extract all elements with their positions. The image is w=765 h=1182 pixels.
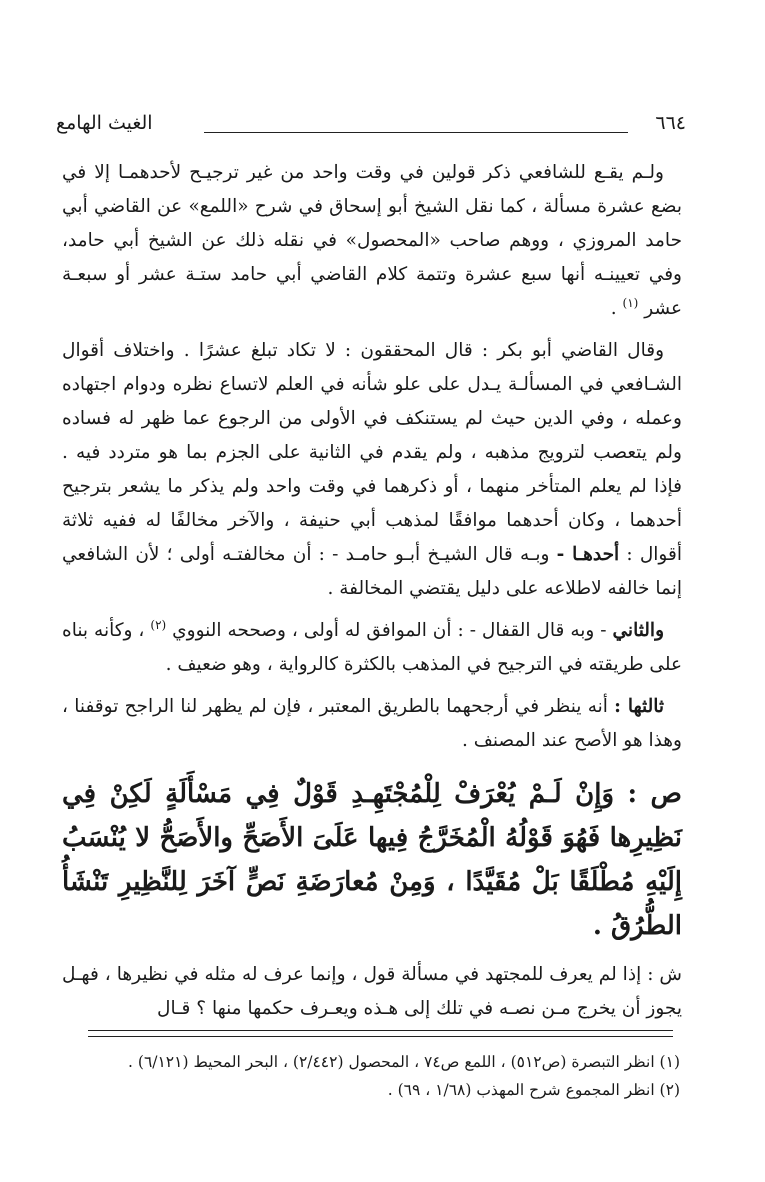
paragraph-4: ثالثها : أنه ينظر في أرجحهما بالطريق المعتبر ، فإن لم يظهر لنا الراجح توقفنا ، وهذا هو الأصح عند المصنف .	[62, 696, 682, 751]
footnote-separator	[88, 1030, 673, 1037]
book-title: الغيث الهامع	[56, 112, 153, 134]
paragraph-1: ولـم يقـع للشافعي ذكر قولين في وقت واحد من غير ترجيـح لأحدهمـا إلا في بضع عشرة مسألة ، كما نقل الشيخ أبو إسحاق في شرح «اللمع» عن القاضي أبي حامد المروزي ، ووهم صاحب «المحصول» في نقله ذلك عن الشيخ أبي حامد، وفي تعيينـه أنها سبع عشرة وتتمة كلام القاضي أبي حامد ستـة عشر أو سبعـة عشر $^{(١)}$ .	[62, 162, 682, 319]
label-third: ثالثها :	[614, 696, 664, 717]
matn-text: ص : وَإِنْ لَـمْ يُعْرَفْ لِلْمُجْتَهِـدِ قَوْلٌ فِي مَسْأَلَةٍ لَكِنْ فِي نَظِيرِها فَهُوَ قَوْلُهُ الْمُخَرَّجُ فِيها عَلَىَ الأَصَحِّ والأَصَحُّ لا يُنْسَبُ إِلَيْهِ مُطْلَقًا بَلْ مُقَيَّدًا ، وَمِنْ مُعارَضَةِ نَصٍّ آخَرَ لِلنَّظِيرِ تَنْشَأُ الطُّرُقُ .	[62, 779, 682, 941]
header-rule	[204, 132, 628, 133]
footnote-1: (١) انظر التبصرة (ص٥١٢) ، اللمع ص٧٤ ، المحصول (٢/٤٤٢) ، البحر المحيط (٦/١٢١) .	[128, 1053, 680, 1071]
footnote-ref-1: (١)	[622, 295, 639, 310]
footnotes	[70, 1048, 680, 1104]
page-number: ٦٦٤	[655, 112, 686, 134]
label-first: أحدهـا -	[556, 544, 620, 565]
running-header	[56, 112, 686, 142]
paragraph-2: وقال القاضي أبو بكر : قال المحققون : لا تكاد تبلغ عشرًا . واختلاف أقوال الشـافعي في المسألـة يـدل على علو شأنه في العلم لاتساع نظره ودوام اجتهاده وعمله ، وفي الدين حيث لم يستنكف في الأولى من الرجوع عما ظهر له فساده ولم يتعصب لترويج مذهبه ، ولم يقدم في الثانية على الجزم بما هو متردد فيه . فإذا لم يعلم المتأخر منهما ، أو ذكرهما في وقت واحد ولم يذكر ما يشعر بترجيح أحدهما ، وكان أحدهما موافقًا لمذهب أبي حنيفة ، والآخر مخالفًا له ففيه ثلاثة أقوال : أحدهـا - وبـه قال الشيـخ أبـو حامـد - : أن مخالفتـه أولى ؛ لأن الشافعي إنما خالفه لاطلاعه على دليل يقتضي المخالفة .	[62, 340, 682, 599]
sharh-text: ش : إذا لم يعرف للمجتهد في مسألة قول ، وإنما عرف له مثله في نظيرها ، فهـل يجوز أن يخرج مـن نصـه في تلك إلى هـذه ويعـرف حكمها منها ؟ قـال	[62, 964, 682, 1019]
footnote-2: (٢) انظر المجموع شرح المهذب (١/٦٨ ، ٦٩) .	[387, 1081, 680, 1099]
label-second: والثاني	[612, 620, 664, 641]
main-text	[62, 156, 682, 1034]
footnote-ref-2: (٢)	[150, 617, 167, 632]
paragraph-3: والثاني - وبه قال القفال - : أن الموافق له أولى ، وصححه النووي $^{(٢)}$ ، وكأنه بناه على طريقته في الترجيح في المذهب بالكثرة كالرواية ، وهو ضعيف .	[62, 617, 682, 675]
